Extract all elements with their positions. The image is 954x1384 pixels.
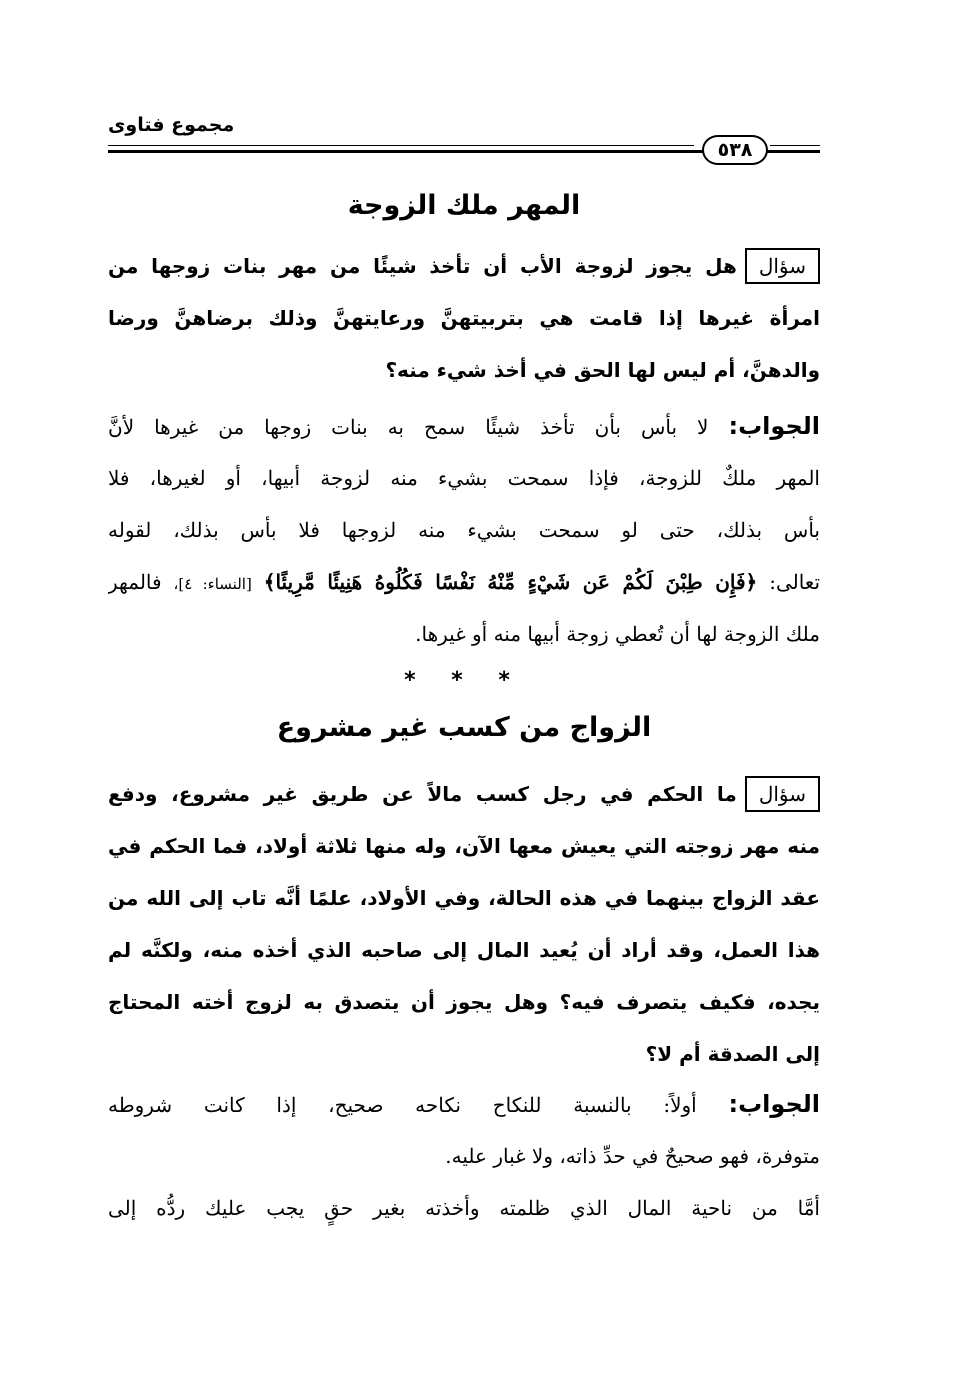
question-line: عقد الزواج بينهما في هذه الحالة، وفي الأولاد، علمًا أنَّه تاب إلى الله من — [108, 886, 820, 910]
page-number: ٥٣٨ — [702, 135, 768, 165]
answer-1 — [108, 400, 820, 660]
continuation-line: أمَّا من ناحية المال الذي ظلمته وأخذته بغير حقٍ يجب عليك ردُّه إلى — [108, 1196, 820, 1220]
quran-prefix: تعالى: — [769, 570, 820, 594]
section-title-1: المهر ملك الزوجة — [347, 190, 581, 221]
question-line: منه مهر زوجته التي يعيش معها الآن، وله منها ثلاثة أولاد، فما الحكم في — [108, 834, 820, 858]
question-label-box: سؤال — [745, 776, 820, 812]
question-2 — [108, 768, 820, 1080]
question-line: والدهنَّ، أم ليس لها الحق في أخذ شيء منه؟ — [385, 358, 820, 382]
answer-line: أولاً: بالنسبة للنكاح نكاحه صحيح، إذا كانت شروطه — [108, 1093, 697, 1117]
question-line: يجده، فكيف يتصرف فيه؟ وهل يجوز أن يتصدق به لزوج أخته المحتاج — [108, 990, 820, 1014]
answer-label: الجواب: — [728, 1090, 820, 1118]
answer-line: المهر ملكٌ للزوجة، فإذا سمحت بشيء منه لزوجة أبيها، أو لغيرها، فلا — [108, 466, 820, 490]
question-line: إلى الصدقة أم لا؟ — [645, 1042, 820, 1066]
answer-line: بأس بذلك، حتى لو سمحت بشيء منه لزوجها فلا بأس بذلك، لقوله — [108, 518, 820, 542]
answer-label: الجواب: — [728, 412, 820, 440]
header-rule-right — [770, 145, 820, 146]
question-1 — [108, 240, 820, 396]
question-label-box: سؤال — [745, 248, 820, 284]
quran-verse: ﴿فَإِن طِبْنَ لَكُمْ عَن شَيْءٍ مِّنْهُ نَفْسًا فَكُلُوهُ هَنِيئًا مَّرِيئًا﴾ — [263, 570, 758, 594]
question-line: امرأة غيرها إذا قامت هي بتربيتهنَّ ورعايتهنَّ وذلك برضاهنَّ ورضا — [108, 306, 820, 330]
section-title-2: الزواج من كسب غير مشروع — [276, 712, 652, 743]
question-line: هل يجوز لزوجة الأب أن تأخذ شيئًا من مهر بنات زوجها من — [108, 254, 737, 278]
answer-line: لا بأس بأن تأخذ شيئًا سمح به بنات زوجها من غيرها لأنَّ — [108, 415, 709, 439]
answer-line: ملك الزوجة لها أن تُعطي زوجة أبيها منه أو غيرها. — [415, 622, 820, 646]
question-line: ما الحكم في رجل كسب مالاً عن طريق غير مشروع، ودفع — [108, 782, 737, 806]
page-header — [108, 108, 820, 168]
section-separator: * * * — [404, 668, 524, 693]
answer-line: متوفرة، فهو صحيحٌ في حدِّ ذاته، ولا غبار عليه. — [445, 1144, 820, 1168]
answer-2 — [108, 1078, 820, 1234]
header-rule-thin — [108, 145, 694, 146]
quran-suffix: فالمهر — [108, 570, 162, 594]
book-title: مجموع فتاوى — [108, 114, 235, 136]
question-line: هذا العمل، وقد أراد أن يُعيد المال إلى صاحبه الذي أخذه منه، ولكنَّه لم — [108, 938, 820, 962]
quran-citation: [النساء: ٤]، — [173, 575, 252, 593]
